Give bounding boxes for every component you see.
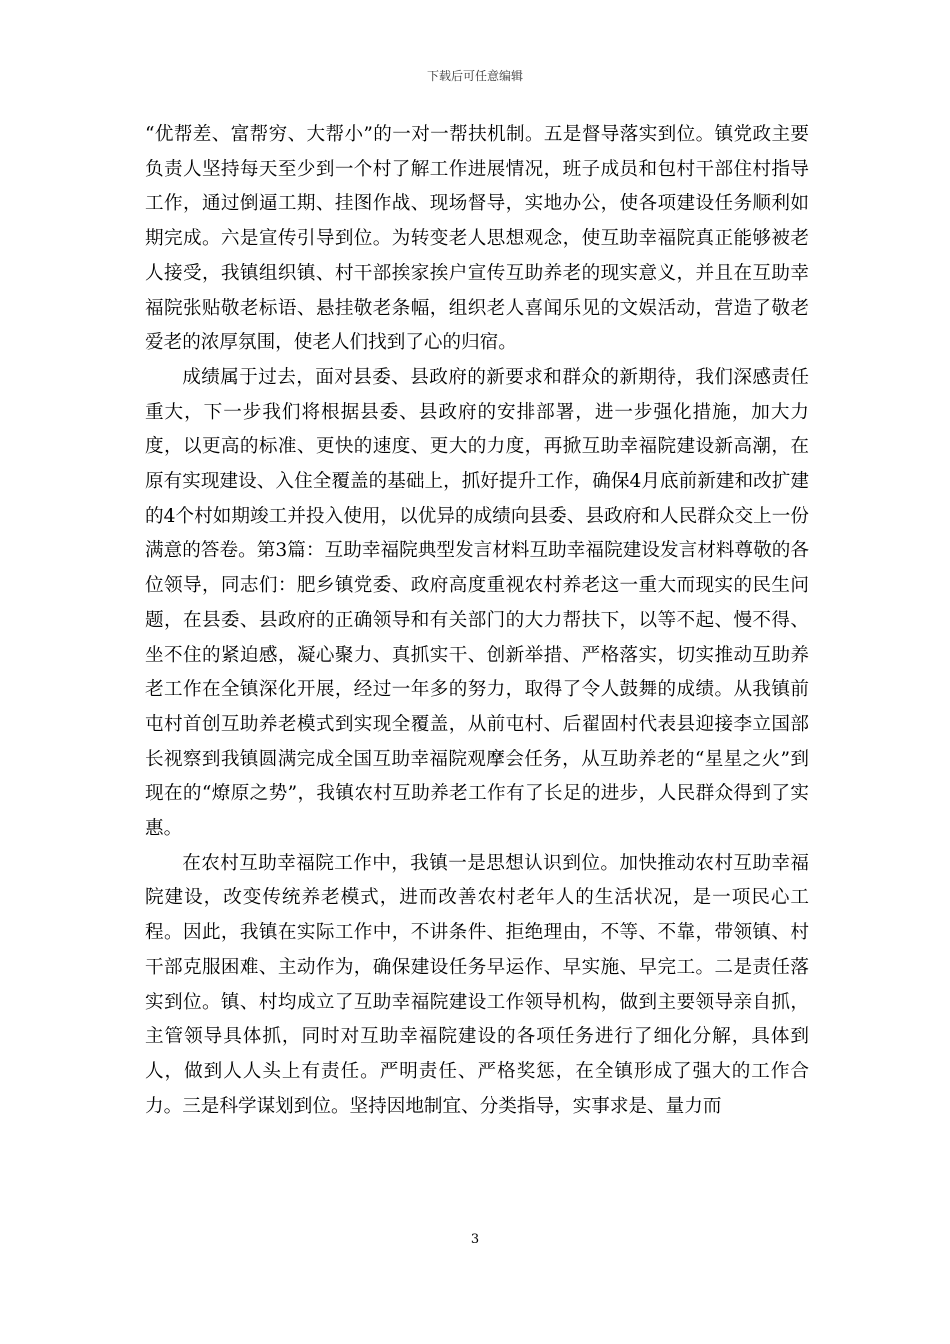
page-number: 3	[470, 1232, 480, 1247]
page-header: 下载后可任意编辑	[426, 69, 523, 83]
paragraph-3: 在农村互助幸福院工作中，我镇一是思想认识到位。加快推动农村互助幸福院建设，改变传统养老模式，进而改善农村老年人的生活状况，是一项民心工程。因此，我镇在实际工作中，不讲条件、拒绝理由，不等、不靠，带领镇、村干部克服困难、主动作为，确保建设任务早运作、早实施、早完工。二是责任落实到位。镇、村均成立了互助幸福院建设工作领导机构，做到主要领导亲自抓，主管领导具体抓，同时对互助幸福院建设的各项任务进行了细化分解，具体到人，做到人人头上有责任。严明责任、严格奖惩，在全镇形成了强大的工作合力。三是科学谋划到位。坚持因地制宜、分类指导，实事求是、量力而	[145, 852, 809, 1117]
paragraph-1: “优帮差、富帮穷、大帮小”的一对一帮扶机制。五是督导落实到位。镇党政主要负责人坚持每天至少到一个村了解工作进展情况，班子成员和包村干部住村指导工作，通过倒逼工期、挂图作战、现场督导，实地办公，使各项建设任务顺利如期完成。六是宣传引导到位。为转变老人思想观念，使互助幸福院真正能够被老人接受，我镇组织镇、村干部挨家挨户宣传互助养老的现实意义，并且在互助幸福院张贴敬老标语、悬挂敬老条幅，组织老人喜闻乐见的文娱活动，营造了敬老爱老的浓厚氛围，使老人们找到了心的归宿。	[145, 124, 809, 354]
body-text	[145, 118, 809, 1124]
paragraph-2: 成绩属于过去，面对县委、县政府的新要求和群众的新期待，我们深感责任重大，下一步我们将根据县委、县政府的安排部署，进一步强化措施，加大力度，以更高的标准、更快的速度、更大的力度，再掀互助幸福院建设新高潮，在原有实现建设、入住全覆盖的基础上，抓好提升工作，确保4月底前新建和改扩建的4个村如期竣工并投入使用，以优异的成绩向县委、县政府和人民群众交上一份满意的答卷。第3篇：互助幸福院典型发言材料互助幸福院建设发言材料尊敬的各位领导，同志们：肥乡镇党委、政府高度重视农村养老这一重大而现实的民生问题，在县委、县政府的正确领导和有关部门的大力帮扶下，以等不起、慢不得、坐不住的紧迫感，凝心聚力、真抓实干、创新举措、严格落实，切实推动互助养老工作在全镇深化开展，经过一年多的努力，取得了令人鼓舞的成绩。从我镇前屯村首创互助养老模式到实现全覆盖，从前屯村、后翟固村代表县迎接李立国部长视察到我镇圆满完成全国互助幸福院观摩会任务，从互助养老的“星星之火”到现在的“燎原之势”，我镇农村互助养老工作有了长足的进步，人民群众得到了实惠。	[145, 366, 809, 840]
